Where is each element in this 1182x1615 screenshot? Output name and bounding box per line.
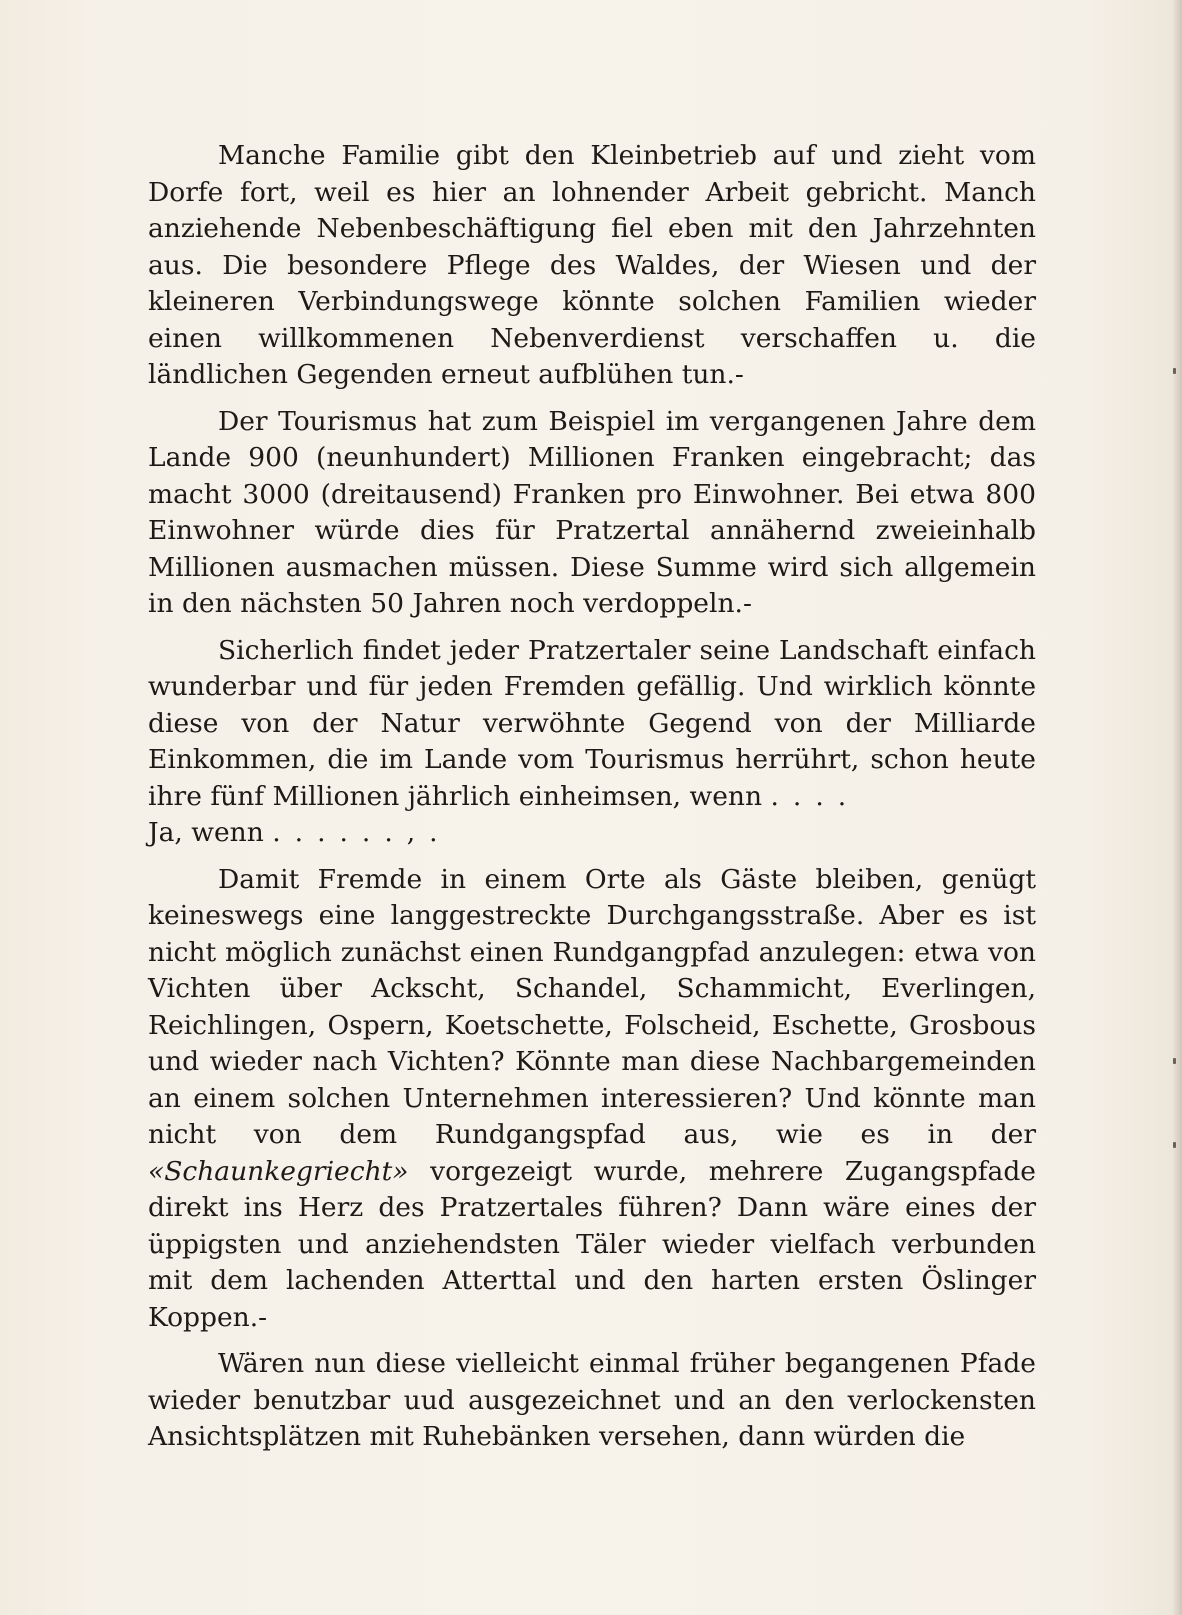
- paragraph-4: [148, 862, 1036, 1337]
- paragraph-4-text-before: Damit Fremde in einem Orte als Gäste bleiben, genügt keineswegs eine langgestreckte Durchgangsstraße. Aber es ist nicht möglich zunächst einen Rundgangpfad anzulegen: etwa von Vichten über Ackscht, Schandel, Schammicht, Everlingen, Reichlingen, Ospern, Koetschette, Folscheid, Eschette, Grosbous und wieder nach Vichten? Könnte man diese Nachbargemeinden an einem solchen Unternehmen interessieren? Und könnte man nicht von dem Rundgangspfad aus, wie es in der: [148, 863, 1036, 1150]
- paragraph-4-text-after: vorgezeigt wurde, mehrere Zugangspfade direkt ins Herz des Pratzertales führen? Dann wäre eines der üppigsten und anziehendsten Täler wieder vielfach verbunden mit dem lachenden Atterttal und den harten ersten Öslinger Koppen.-: [148, 1155, 1036, 1333]
- paragraph-3-ellipsis: ....: [770, 780, 861, 812]
- body-text: [148, 138, 1036, 1456]
- paragraph-3b: [148, 815, 1036, 852]
- paragraph-2: Der Tourismus hat zum Beispiel im vergangenen Jahre dem Lande 900 (neunhundert) Millionen Franken eingebracht; das macht 3000 (dreitausend) Franken pro Einwohner. Bei etwa 800 Einwohner würde dies für Pratzertal annähernd zweieinhalb Millionen ausmachen müssen. Diese Summe wird sich allgemein in den nächsten 50 Jahren noch verdoppeln.-: [148, 405, 1036, 619]
- paragraph-3b-ellipsis: ......,.: [272, 817, 452, 848]
- page-edge-mark: [1173, 1142, 1176, 1148]
- paragraph-1: Manche Familie gibt den Kleinbetrieb auf und zieht vom Dorfe fort, weil es hier an lohnender Arbeit gebricht. Manch anziehende Nebenbeschäftigung fiel eben mit den Jahrzehnten aus. Die besondere Pflege des Waldes, der Wiesen und der kleineren Verbindungswege könnte solchen Familien wieder einen willkommenen Nebenverdienst verschaffen u. die ländlichen Gegenden erneut aufblühen tun.-: [148, 140, 1036, 390]
- paragraph-5: Wären nun diese vielleicht einmal früher begangenen Pfade wieder benutzbar uud ausgezeichnet und an den verlockensten Ansichtsplätzen mit Ruhebänken versehen, dann würden die: [148, 1348, 1036, 1452]
- paragraph-3-text: Sicherlich findet jeder Pratzertaler seine Landschaft einfach wunderbar und für jeden Fremden gefällig. Und wirklich könnte diese von der Natur verwöhnte Gegend von der Milliarde Einkommen, die im Lande vom Tourismus herrührt, schon heute ihre fünf Millionen jährlich einheimsen, wenn: [148, 634, 1036, 812]
- paragraph-3: [148, 633, 1036, 816]
- page-edge-mark: [1173, 368, 1176, 374]
- paragraph-4-italic-name: «Schaunkegriecht»: [148, 1155, 409, 1187]
- paragraph-3b-text: Ja, wenn: [148, 817, 264, 848]
- page-edge-shadow: [1172, 0, 1182, 1615]
- page-edge-mark: [1173, 1058, 1176, 1064]
